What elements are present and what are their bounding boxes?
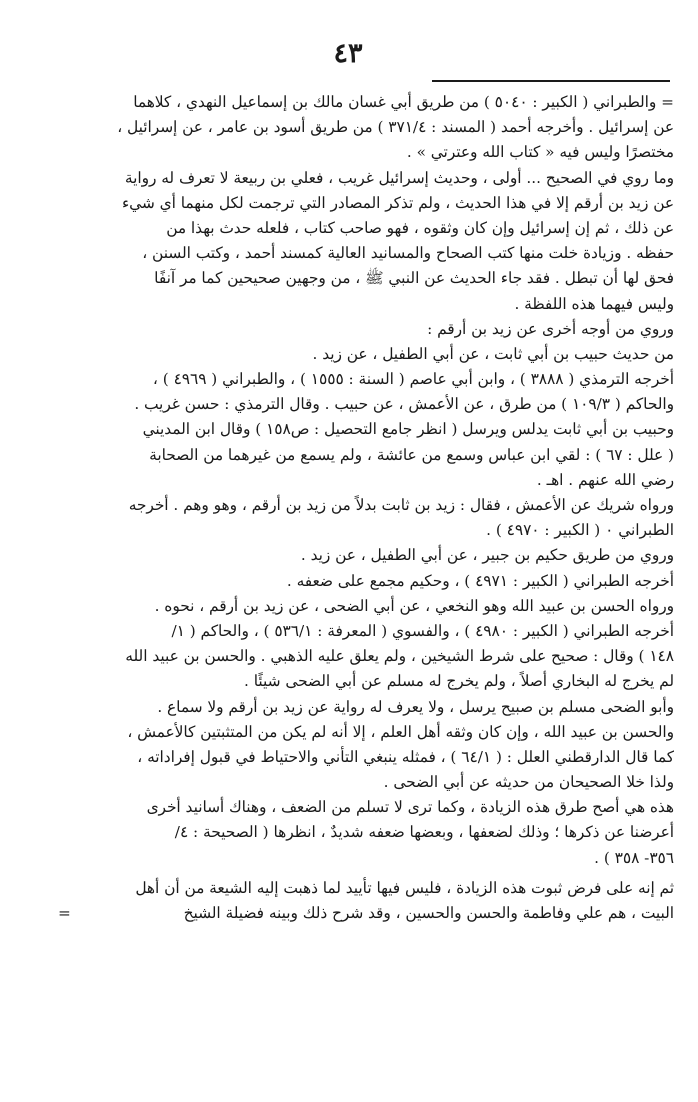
- footnote-body: [22, 90, 674, 926]
- text-line: ورواه الحسن بن عبيد الله وهو النخعي ، عن أبي الضحى ، عن زيد بن أرقم ، نحوه .: [154, 596, 674, 615]
- text-line: وأبو الضحى مسلم بن صبيح يرسل ، ولا يعرف له رواية عن زيد بن أرقم ولا سماع .: [157, 697, 674, 716]
- text-line: كما قال الدارقطني العلل : ( ٦٤/١ ) ، فمثله ينبغي التأني والاحتياط في قبول إفراداته ،: [137, 747, 674, 766]
- text-line: رضي الله عنهم . اهـ .: [536, 470, 674, 489]
- text-line: والحاكم ( ١٠٩/٣ ) من طرق ، عن الأعمش ، عن حبيب . وقال الترمذي : حسن غريب .: [134, 395, 674, 414]
- text-line: وما روي في الصحيح ... أولى ، وحديث إسرائيل غريب ، فعلي بن ربيعة لا تعرف له رواية: [124, 168, 674, 187]
- text-line: لم يخرج له البخاري أصلاً ، ولم يخرج له مسلم عن أبي الضحى شيئًا .: [244, 672, 674, 691]
- text-line: هذه هي أصح طرق هذه الزيادة ، وكما ترى لا تسلم من الضعف ، وهناك أسانيد أخرى: [146, 798, 674, 817]
- text-line: عن إسرائيل . وأخرجه أحمد ( المسند : ٣٧١/٤ ) من طريق أسود بن عامر ، عن إسرائيل ،: [117, 118, 674, 137]
- text-line: الطبراني ٠ ( الكبير : ٤٩٧٠ ) .: [486, 521, 674, 540]
- text-line: عن ذلك ، ثم إن إسرائيل وإن كان وثقوه ، فهو صاحب كتاب ، فلعله حدث بهذا من: [166, 218, 674, 237]
- text-line: أخرجه الترمذي ( ٣٨٨٨ ) ، وابن أبي عاصم ( السنة : ١٥٥٥ ) ، والطبراني ( ٤٩٦٩ ) ،: [152, 370, 674, 389]
- text-line: مختصرًا وليس فيه « كتاب الله وعترتي » .: [406, 143, 674, 162]
- text-line: ١٤٨ ) وقال : صحيح على شرط الشيخين ، ولم يعلق عليه الذهبي . والحسن بن عبيد الله: [125, 647, 674, 666]
- text-line: ورواه شريك عن الأعمش ، فقال : زيد بن ثابت بدلاً من زيد بن أرقم ، وهو وهم . أخرجه: [128, 496, 674, 514]
- text-line: ( علل : ٦٧ ) : لقي ابن عباس وسمع من عائشة ، ولم يسمع من غيرهما من الصحابة: [149, 445, 674, 464]
- text-line: وحبيب بن أبي ثابت يدلس ويرسل ( انظر جامع التحصيل : ص١٥٨ ) وقال ابن المديني: [142, 420, 674, 439]
- text-line: ولذا خلا الصحيحان من حديثه عن أبي الضحى .: [383, 773, 674, 792]
- text-line: فحق لها أن تبطل . فقد جاء الحديث عن النبي ﷺ ، من وجهين صحيحين كما مر آنفًا: [154, 269, 674, 288]
- header-rule: [432, 80, 670, 82]
- text-line: وليس فيهما هذه اللفظة .: [514, 294, 674, 313]
- text-line: = والطبراني ( الكبير : ٥٠٤٠ ) من طريق أبي غسان مالك بن إسماعيل النهدي ، كلاهما: [133, 93, 674, 111]
- text-line: وروي من أوجه أخرى عن زيد بن أرقم :: [427, 319, 674, 338]
- text-line: والحسن بن عبيد الله ، وإن كان وثقه أهل العلم ، إلا أنه لم يكن من المتثبتين كالأعمش ،: [127, 722, 674, 741]
- last-line-text: البيت ، هم علي وفاطمة والحسن والحسين ، وقد شرح ذلك وبينه فضيلة الشيخ: [183, 904, 674, 922]
- text-line: أخرجه الطبراني ( الكبير : ٤٩٨٠ ) ، والفسوي ( المعرفة : ٥٣٦/١ ) ، والحاكم ( ١/: [171, 621, 674, 640]
- text-line: ثم إنه على فرض ثبوت هذه الزيادة ، فليس فيها تأييد لما ذهبت إليه الشيعة من أن أهل: [135, 878, 674, 897]
- text-line: حفظه . وزيادة خلت منها كتب الصحاح والمسانيد العالية كمسند أحمد ، وكتب السنن ،: [142, 244, 674, 263]
- text-line: عن زيد بن أرقم إلا في هذا الحديث ، ولم تذكر المصادر التي ترجمت لكل منهما أي شيء: [121, 193, 674, 212]
- text-line: ٣٥٦- ٣٥٨ ) .: [594, 848, 674, 867]
- continuation-mark: =: [58, 904, 71, 922]
- page-number: ٤٣: [333, 38, 363, 69]
- text-line: وروي من طريق حكيم بن جبير ، عن أبي الطفيل ، عن زيد .: [300, 546, 674, 565]
- text-line: أخرجه الطبراني ( الكبير : ٤٩٧١ ) ، وحكيم مجمع على ضعفه .: [286, 571, 674, 590]
- text-line: من حديث حبيب بن أبي ثابت ، عن أبي الطفيل ، عن زيد .: [312, 344, 674, 363]
- last-text-line: [22, 901, 674, 926]
- text-line: أعرضنا عن ذكرها ؛ وذلك لضعفها ، وبعضها ضعفه شديدٌ ، انظرها ( الصحيحة : ٤/: [174, 823, 674, 842]
